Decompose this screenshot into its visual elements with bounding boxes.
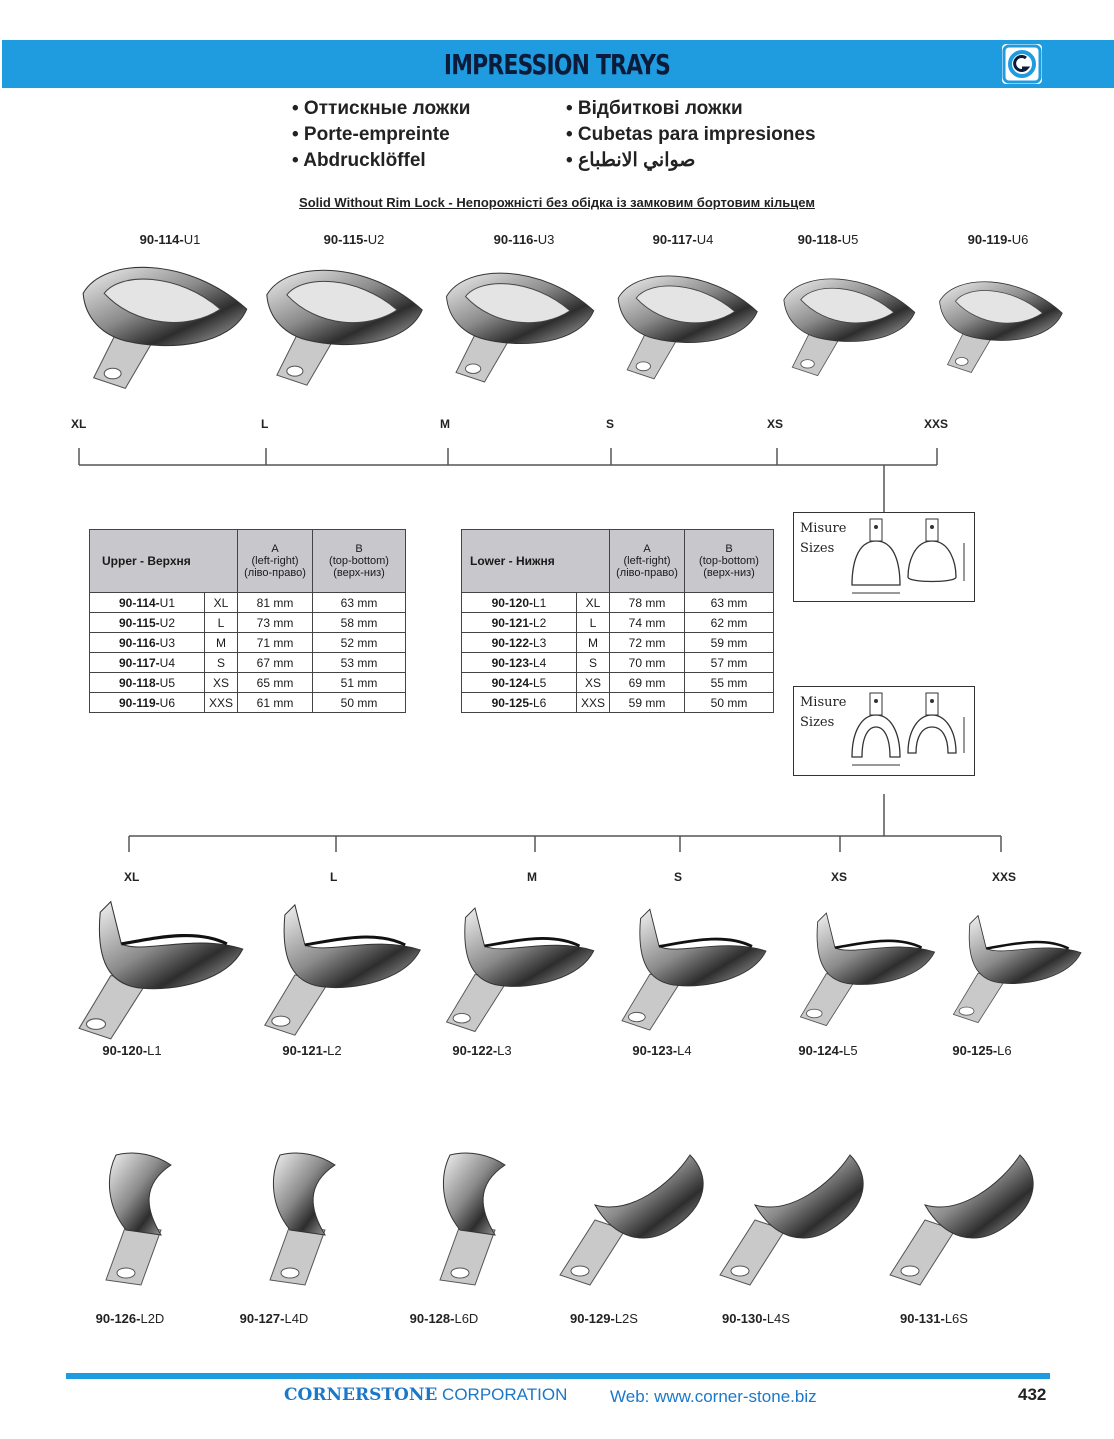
product-code	[613, 232, 753, 247]
product-code-prefix: 90-122-	[452, 1043, 498, 1058]
language-item: • Porte-empreinte	[292, 124, 450, 145]
size-label: L	[330, 870, 338, 884]
cell-b: 63 mm	[685, 593, 774, 613]
misure-label-line: Misure	[800, 521, 847, 536]
footer-web-link[interactable]: Web: www.corner-stone.biz	[610, 1387, 817, 1406]
product-code	[592, 1043, 732, 1058]
product-code	[412, 1043, 552, 1058]
lower-size-bracket	[0, 790, 1114, 860]
product-code-suffix: L2S	[614, 1311, 638, 1326]
product-code	[928, 232, 1068, 247]
cell-a: 78 mm	[610, 593, 685, 613]
cell-b: 62 mm	[685, 613, 774, 633]
language-item: • Відбиткові ложки	[566, 98, 743, 119]
page-number: 432	[1018, 1385, 1047, 1404]
size-label: XXS	[992, 870, 1017, 884]
table-row	[90, 693, 406, 713]
product-code-suffix: L2	[327, 1043, 342, 1058]
code-prefix: 90-120-	[491, 595, 533, 610]
footer-line	[66, 1373, 1050, 1379]
header-line: (верх-низ)	[703, 567, 755, 579]
product-code	[864, 1311, 1004, 1326]
cell-a: 67 mm	[238, 653, 313, 673]
lower-tray-image	[58, 890, 248, 1040]
company-name-rest: CORPORATION	[437, 1385, 568, 1404]
code-prefix: 90-116-	[118, 635, 160, 650]
header-line: (left-right)	[251, 555, 299, 567]
code-prefix: 90-115-	[118, 615, 160, 630]
product-code-suffix: L3	[497, 1043, 512, 1058]
header-line: (top-bottom)	[329, 555, 389, 567]
code-prefix: 90-114-	[118, 595, 160, 610]
code-prefix: 90-122-	[491, 635, 533, 650]
product-code-prefix: 90-131-	[900, 1311, 945, 1326]
product-code-suffix: L4S	[766, 1311, 790, 1326]
header-line: A	[643, 543, 651, 555]
header-line: (left-right)	[623, 555, 671, 567]
code-suffix: L6	[533, 695, 547, 710]
product-code	[60, 1311, 200, 1326]
code-suffix: U2	[159, 615, 176, 630]
product-code-suffix: L1	[147, 1043, 162, 1058]
product-code-suffix: L2D	[140, 1311, 165, 1326]
code-suffix: L3	[533, 635, 547, 650]
table-row	[462, 653, 774, 673]
table-row	[90, 593, 406, 613]
product-code-suffix: U6	[1011, 232, 1029, 247]
product-code	[100, 232, 240, 247]
cell-code	[90, 633, 205, 653]
table-row	[462, 593, 774, 613]
size-label: XXS	[924, 417, 949, 431]
cell-size: M	[205, 633, 238, 653]
product-code-prefix: 90-126-	[95, 1311, 141, 1326]
header-line: (ліво-право)	[616, 567, 678, 579]
code-suffix: L4	[533, 655, 547, 670]
header-line: B	[355, 543, 363, 555]
cell-code	[90, 613, 205, 633]
code-prefix: 90-123-	[491, 655, 533, 670]
upper-tray-diagram-icon	[844, 517, 972, 599]
cell-size: XS	[205, 673, 238, 693]
cell-b: 50 mm	[685, 693, 774, 713]
upper-spec-table-wrap	[89, 529, 406, 713]
product-code-prefix: 90-114-	[139, 232, 184, 247]
cell-size: XS	[577, 673, 610, 693]
cell-b: 52 mm	[313, 633, 406, 653]
table-row	[90, 673, 406, 693]
code-suffix: U6	[159, 695, 176, 710]
size-label: S	[606, 417, 615, 431]
size-label: S	[674, 870, 683, 884]
header-line: (ліво-право)	[244, 567, 306, 579]
header-line: A	[271, 543, 279, 555]
product-code	[758, 232, 898, 247]
partial-tray-image	[46, 1130, 226, 1300]
product-code	[204, 1311, 344, 1326]
cell-code	[90, 593, 205, 613]
product-code-prefix: 90-127-	[239, 1311, 285, 1326]
partial-tray-image	[700, 1130, 880, 1300]
cell-size: XXS	[205, 693, 238, 713]
code-suffix: L1	[533, 595, 547, 610]
product-code-suffix: U5	[841, 232, 859, 247]
size-label: XL	[71, 417, 87, 431]
section-heading: Solid Without Rim Lock - Непорожністі без обідка із замковим бортовим кільцем	[299, 195, 815, 210]
product-code-prefix: 90-123-	[632, 1043, 678, 1058]
language-item: • Оттискные ложки	[292, 98, 471, 119]
cell-size: XXS	[577, 693, 610, 713]
cell-code	[462, 673, 577, 693]
product-code	[454, 232, 594, 247]
brand-logo-icon	[1002, 44, 1042, 84]
table-row	[90, 613, 406, 633]
header-line: (верх-низ)	[333, 567, 385, 579]
cell-code	[462, 613, 577, 633]
table-header-title: Lower - Нижня	[462, 530, 610, 593]
size-label: XS	[831, 870, 848, 884]
lower-tray-image	[592, 890, 782, 1040]
product-code-prefix: 90-129-	[570, 1311, 615, 1326]
product-code	[686, 1311, 826, 1326]
table-header-a	[610, 530, 685, 593]
misure-box-upper	[793, 512, 975, 602]
code-suffix: U3	[159, 635, 176, 650]
code-prefix: 90-118-	[118, 675, 160, 690]
code-suffix: U5	[159, 675, 176, 690]
misure-label-line: Misure	[800, 695, 847, 710]
product-code-suffix: L4	[677, 1043, 692, 1058]
lower-tray-image	[240, 890, 430, 1040]
language-list-right	[566, 96, 816, 174]
upper-tray-image	[62, 250, 252, 400]
product-code-prefix: 90-121-	[282, 1043, 328, 1058]
product-code-suffix: U1	[183, 232, 201, 247]
cell-size: S	[577, 653, 610, 673]
product-code-prefix: 90-119-	[967, 232, 1012, 247]
size-label: M	[440, 417, 450, 431]
code-prefix: 90-124-	[491, 675, 533, 690]
product-code-prefix: 90-130-	[722, 1311, 767, 1326]
product-code-suffix: L6D	[454, 1311, 479, 1326]
cell-size: L	[577, 613, 610, 633]
language-item: • Abdrucklöffel	[292, 150, 426, 171]
table-row	[462, 693, 774, 713]
lower-spec-table-wrap	[461, 529, 774, 713]
product-code-suffix: U2	[367, 232, 385, 247]
cell-size: L	[205, 613, 238, 633]
table-row	[462, 673, 774, 693]
cell-b: 51 mm	[313, 673, 406, 693]
size-label: XS	[767, 417, 784, 431]
cell-b: 50 mm	[313, 693, 406, 713]
product-code-suffix: L4D	[284, 1311, 309, 1326]
language-item: • Cubetas para impresiones	[566, 124, 816, 145]
cell-code	[462, 653, 577, 673]
upper-spec-table	[89, 529, 406, 713]
cell-size: S	[205, 653, 238, 673]
size-label: XL	[124, 870, 140, 884]
cell-size: M	[577, 633, 610, 653]
misure-label	[800, 519, 846, 559]
lower-tray-diagram-icon	[844, 691, 972, 773]
product-code-suffix: U3	[537, 232, 555, 247]
cell-a: 73 mm	[238, 613, 313, 633]
partial-tray-image	[380, 1130, 560, 1300]
misure-label	[800, 693, 846, 733]
cell-a: 65 mm	[238, 673, 313, 693]
product-code-suffix: U4	[696, 232, 714, 247]
header-line: (top-bottom)	[699, 555, 759, 567]
misure-box-lower	[793, 686, 975, 776]
misure-label-line: Sizes	[800, 715, 835, 730]
product-code-prefix: 90-125-	[952, 1043, 998, 1058]
cell-b: 57 mm	[685, 653, 774, 673]
table-header-title: Upper - Верхня	[90, 530, 238, 593]
product-code-prefix: 90-118-	[797, 232, 842, 247]
cell-code	[462, 593, 577, 613]
cell-code	[90, 653, 205, 673]
product-code	[912, 1043, 1052, 1058]
table-row	[462, 613, 774, 633]
code-prefix: 90-125-	[491, 695, 533, 710]
language-list-left	[292, 96, 470, 174]
partial-tray-image	[540, 1130, 720, 1300]
product-code	[62, 1043, 202, 1058]
cell-b: 58 mm	[313, 613, 406, 633]
partial-tray-image	[210, 1130, 390, 1300]
code-suffix: L2	[533, 615, 547, 630]
upper-tray-image	[242, 250, 432, 400]
cell-a: 59 mm	[610, 693, 685, 713]
table-header-b	[685, 530, 774, 593]
cell-b: 53 mm	[313, 653, 406, 673]
table-header-b	[313, 530, 406, 593]
lower-tray-image	[916, 890, 1106, 1040]
product-code-suffix: L6S	[944, 1311, 968, 1326]
table-row	[90, 653, 406, 673]
code-suffix: L5	[533, 675, 547, 690]
language-item: • صواني الانطباع	[566, 150, 696, 171]
cell-code	[90, 673, 205, 693]
footer-company	[284, 1385, 567, 1405]
cell-a: 71 mm	[238, 633, 313, 653]
product-code	[374, 1311, 514, 1326]
lower-tray-image	[418, 890, 608, 1040]
product-code-suffix: L5	[843, 1043, 858, 1058]
product-code-prefix: 90-124-	[798, 1043, 844, 1058]
cell-b: 63 mm	[313, 593, 406, 613]
page-title: IMPRESSION TRAYS	[443, 48, 671, 81]
header-line: B	[725, 543, 733, 555]
product-code	[284, 232, 424, 247]
cell-a: 74 mm	[610, 613, 685, 633]
table-row	[90, 633, 406, 653]
table-header-a	[238, 530, 313, 593]
cell-a: 61 mm	[238, 693, 313, 713]
product-code-prefix: 90-115-	[323, 232, 368, 247]
cell-b: 55 mm	[685, 673, 774, 693]
product-code-prefix: 90-128-	[409, 1311, 455, 1326]
product-code	[758, 1043, 898, 1058]
code-suffix: U1	[159, 595, 176, 610]
cell-a: 70 mm	[610, 653, 685, 673]
lower-spec-table	[461, 529, 774, 713]
size-label: L	[261, 417, 269, 431]
misure-label-line: Sizes	[800, 541, 835, 556]
code-prefix: 90-119-	[118, 695, 160, 710]
product-code-suffix: L6	[997, 1043, 1012, 1058]
cell-a: 69 mm	[610, 673, 685, 693]
cell-code	[462, 693, 577, 713]
cell-code	[462, 633, 577, 653]
cell-a: 72 mm	[610, 633, 685, 653]
product-code	[242, 1043, 382, 1058]
company-name-bold: CORNERSTONE	[284, 1385, 438, 1405]
code-prefix: 90-121-	[491, 615, 533, 630]
product-code-prefix: 90-117-	[652, 232, 697, 247]
upper-tray-image	[900, 250, 1090, 400]
cell-code	[90, 693, 205, 713]
cell-size: XL	[577, 593, 610, 613]
table-row	[462, 633, 774, 653]
code-prefix: 90-117-	[118, 655, 160, 670]
product-code	[534, 1311, 674, 1326]
cell-size: XL	[205, 593, 238, 613]
product-code-prefix: 90-116-	[493, 232, 538, 247]
cell-b: 59 mm	[685, 633, 774, 653]
cell-a: 81 mm	[238, 593, 313, 613]
size-label: M	[527, 870, 537, 884]
product-code-prefix: 90-120-	[102, 1043, 148, 1058]
upper-tray-image	[418, 250, 608, 400]
code-suffix: U4	[159, 655, 176, 670]
partial-tray-image	[870, 1130, 1050, 1300]
